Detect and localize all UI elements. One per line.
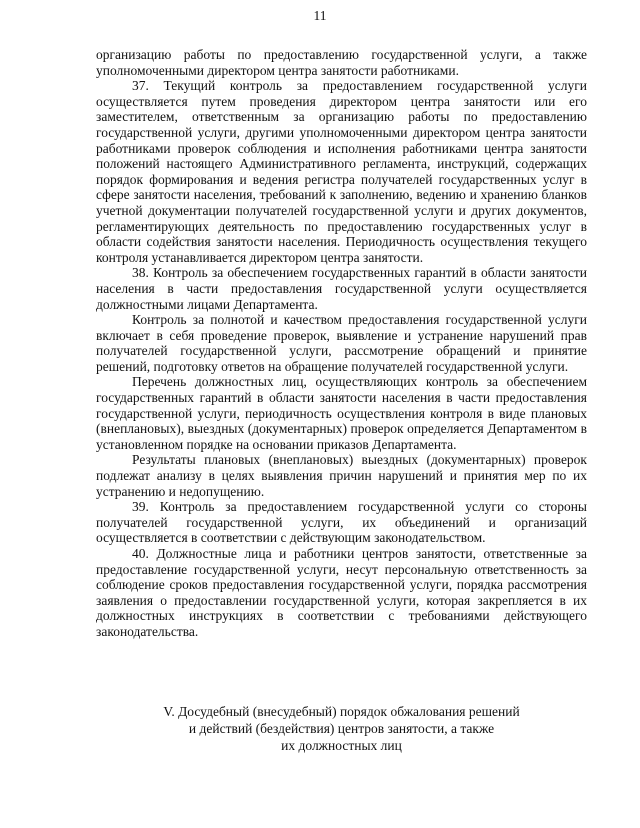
paragraph-officials-list: Перечень должностных лиц, осуществляющих контроль за обеспечением государственных гарантий в области занятости населения в части предоставления государственной услуги, периодичность осуществления контроля в виде плановых (внеплановых), выездных (документарных) проверок определяется Департаментом в установленном порядке на основании приказов Департамента. (96, 374, 587, 452)
paragraph-40: 40. Должностные лица и работники центров занятости, ответственные за предоставление государственной услуги, несут персональную ответственность за соблюдение сроков предоставления государственной услуги, порядка рассмотрения заявления о предоставлении государственной услуги, которая закрепляется в их должностных инструкциях в соответствии с требованиями действующего законодательства. (96, 546, 587, 639)
section-heading-line-3: их должностных лиц (281, 738, 402, 753)
page-number: 11 (313, 8, 327, 23)
paragraph-control-scope: Контроль за полнотой и качеством предоставления государственной услуги включает в себя проведение проверок, выявление и устранение нарушений прав получателей государственной услуги, рассмотрение обращений и принятие решений, подготовку ответов на обращение получателей государственной услуги. (96, 312, 587, 374)
document-body (96, 47, 587, 640)
paragraph-continuation: организацию работы по предоставлению государственной услуги, а также уполномоченными директором центра занятости работниками. (96, 47, 587, 78)
section-heading (96, 703, 587, 754)
paragraph-inspection-results: Результаты плановых (внеплановых) выездных (документарных) проверок подлежат анализу в целях выявления причин нарушений и принятия мер по их устранению и недопущению. (96, 452, 587, 499)
section-heading-line-1: V. Досудебный (внесудебный) порядок обжалования решений (163, 704, 520, 719)
section-heading-line-2: и действий (бездействия) центров занятости, а также (188, 721, 495, 736)
paragraph-38: 38. Контроль за обеспечением государственных гарантий в области занятости населения в части предоставления государственной услуги осуществляется должностными лицами Департамента. (96, 265, 587, 312)
paragraph-39: 39. Контроль за предоставлением государственной услуги со стороны получателей государственной услуги, их объединений и организаций осуществляется в соответствии с действующим законодательством. (96, 499, 587, 546)
paragraph-37: 37. Текущий контроль за предоставлением государственной услуги осуществляется путем проведения директором центра занятости или его заместителем, ответственным за организацию работы по предоставлению государственной услуги, другими уполномоченными директором центра занятости работниками проверок соблюдения и исполнения работниками центра занятости положений настоящего Административного регламента, инструкций, содержащих порядок формирования и ведения регистра получателей государственных услуг в сфере занятости населения, требований к заполнению, ведению и хранению бланков учетной документации получателей государственной услуги и других документов, регламентирующих деятельность по предоставлению государственных услуг в области содействия занятости населения. Периодичность осуществления текущего контроля устанавливается директором центра занятости. (96, 78, 587, 265)
